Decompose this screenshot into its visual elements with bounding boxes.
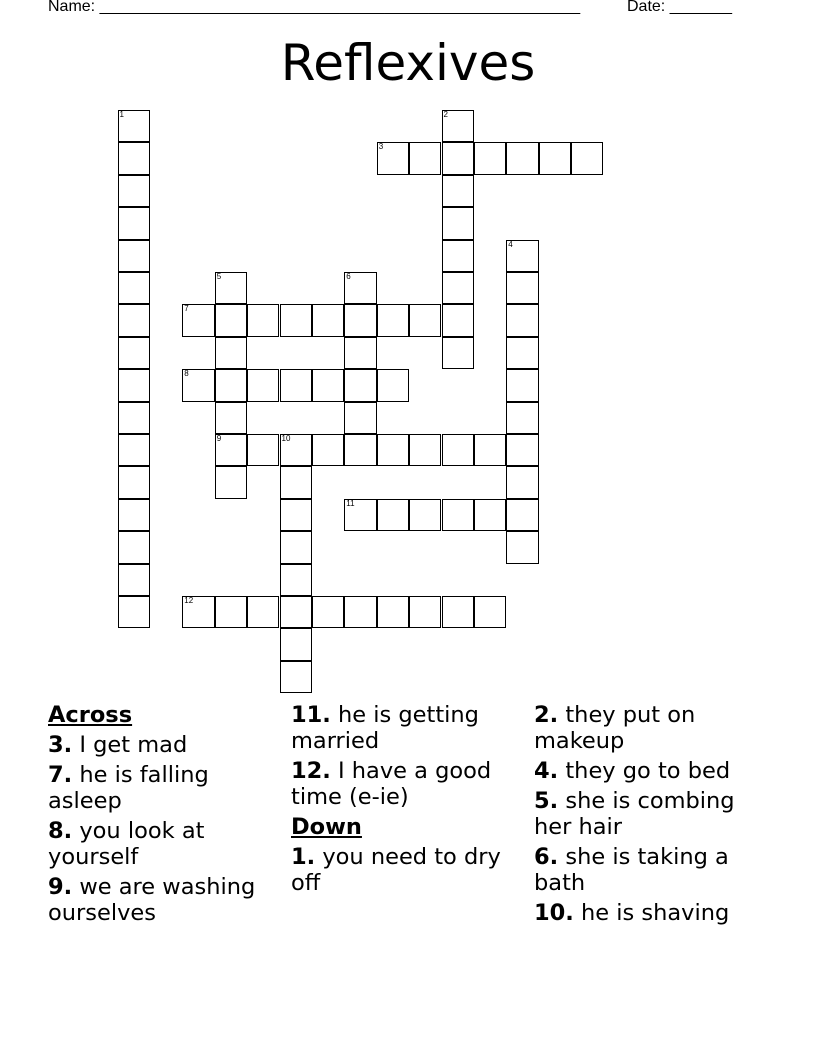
clue-text: they go to bed [558, 758, 731, 784]
across-clue-7 [48, 762, 278, 814]
clue-number-label: 4 [508, 239, 513, 249]
grid-cell[interactable] [182, 596, 214, 628]
grid-cell[interactable] [506, 142, 538, 174]
grid-cell[interactable] [280, 596, 312, 628]
grid-cell[interactable] [182, 304, 214, 336]
grid-cell[interactable] [474, 142, 506, 174]
grid-cell[interactable] [215, 272, 247, 304]
grid-cell[interactable] [280, 564, 312, 596]
grid-cell[interactable] [344, 596, 376, 628]
clue-number-label: 7 [184, 304, 189, 314]
grid-cell[interactable] [344, 402, 376, 434]
grid-cell[interactable] [344, 499, 376, 531]
grid-cell[interactable] [377, 142, 409, 174]
clue-column-1 [48, 702, 278, 930]
grid-cell[interactable] [118, 499, 150, 531]
clue-column-3 [534, 702, 759, 930]
grid-cell[interactable] [474, 499, 506, 531]
grid-cell[interactable] [377, 369, 409, 401]
date-line[interactable]: Date: _______ [627, 0, 732, 15]
grid-cell[interactable] [215, 596, 247, 628]
grid-cell[interactable] [344, 304, 376, 336]
grid-cell[interactable] [377, 596, 409, 628]
down-clue-10 [534, 900, 759, 926]
clue-text: she is combing her hair [534, 788, 735, 840]
grid-cell[interactable] [118, 110, 150, 142]
grid-cell[interactable] [215, 402, 247, 434]
grid-cell[interactable] [118, 402, 150, 434]
grid-cell[interactable] [182, 369, 214, 401]
clue-text: I have a good time (e-ie) [291, 758, 492, 810]
clue-number-label: 5 [216, 272, 222, 281]
clue-number: 6. [534, 844, 559, 870]
clue-number: 11. [291, 702, 331, 728]
grid-cell[interactable] [280, 531, 312, 563]
clue-column-2 [291, 702, 516, 900]
down-clue-5 [534, 788, 759, 840]
clue-text: she is taking a bath [534, 844, 729, 896]
across-clue-9 [48, 874, 278, 926]
grid-cell[interactable] [442, 337, 474, 369]
grid-cell[interactable] [280, 499, 312, 531]
grid-cell[interactable] [215, 369, 247, 401]
grid-cell[interactable] [215, 304, 247, 336]
clue-text: you look at yourself [48, 818, 205, 870]
across-clue-12 [291, 758, 516, 810]
clue-number: 10. [534, 900, 574, 926]
grid-cell[interactable] [442, 434, 474, 466]
grid-cell[interactable] [539, 142, 571, 174]
clue-number: 4. [534, 758, 559, 784]
down-clue-6 [534, 844, 759, 896]
across-clue-8 [48, 818, 278, 870]
grid-cell[interactable] [118, 596, 150, 628]
grid-cell[interactable] [377, 434, 409, 466]
grid-cell[interactable] [312, 304, 344, 336]
clue-number: 9. [48, 874, 73, 900]
grid-cell[interactable] [442, 240, 474, 272]
clue-number-label: 2 [443, 110, 448, 119]
name-line[interactable]: Name: ______________________________________________________ [48, 0, 581, 15]
grid-cell[interactable] [442, 110, 474, 142]
clue-number-label: 9 [216, 434, 222, 443]
grid-cell[interactable] [118, 142, 150, 174]
grid-cell[interactable] [506, 499, 538, 531]
grid-cell[interactable] [312, 434, 344, 466]
clue-number-label: 11 [346, 498, 355, 508]
clue-number: 12. [291, 758, 331, 784]
grid-cell[interactable] [280, 628, 312, 660]
grid-cell[interactable] [215, 434, 247, 466]
clue-number-label: 3 [378, 142, 384, 152]
page-title: Reflexives [280, 34, 536, 92]
grid-cell[interactable] [442, 499, 474, 531]
clue-text: you need to dry off [291, 844, 501, 896]
clue-text: we are washing ourselves [48, 874, 256, 926]
grid-cell[interactable] [344, 337, 376, 369]
grid-cell[interactable] [474, 434, 506, 466]
clue-number-label: 8 [184, 369, 189, 379]
grid-cell[interactable] [118, 304, 150, 336]
grid-cell[interactable] [506, 466, 538, 498]
grid-cell[interactable] [247, 369, 279, 401]
grid-cell[interactable] [474, 596, 506, 628]
across-clue-11 [291, 702, 516, 754]
grid-cell[interactable] [377, 499, 409, 531]
grid-cell[interactable] [312, 596, 344, 628]
grid-cell[interactable] [118, 207, 150, 239]
clue-number-label: 6 [346, 272, 351, 281]
grid-cell[interactable] [215, 337, 247, 369]
down-clue-4 [534, 758, 759, 784]
grid-cell[interactable] [506, 272, 538, 304]
clue-number: 5. [534, 788, 559, 814]
clue-number: 2. [534, 702, 559, 728]
grid-cell[interactable] [506, 402, 538, 434]
clue-number: 7. [48, 762, 73, 788]
grid-cell[interactable] [571, 142, 603, 174]
grid-cell[interactable] [118, 240, 150, 272]
grid-cell[interactable] [118, 531, 150, 563]
grid-cell[interactable] [215, 466, 247, 498]
clue-text: they put on makeup [534, 702, 696, 754]
grid-cell[interactable] [442, 175, 474, 207]
grid-cell[interactable] [280, 369, 312, 401]
clue-number: 8. [48, 818, 73, 844]
grid-cell[interactable] [506, 369, 538, 401]
grid-cell[interactable] [118, 434, 150, 466]
clue-text: I get mad [72, 732, 188, 758]
grid-cell[interactable] [247, 434, 279, 466]
grid-cell[interactable] [409, 304, 441, 336]
grid-cell[interactable] [118, 564, 150, 596]
clue-text: he is getting married [291, 702, 479, 754]
down-clue-1 [291, 844, 516, 896]
grid-cell[interactable] [506, 337, 538, 369]
across-clue-3 [48, 732, 278, 758]
grid-cell[interactable] [118, 175, 150, 207]
clue-text: he is shaving [573, 900, 730, 926]
grid-cell[interactable] [377, 304, 409, 336]
grid-cell[interactable] [506, 304, 538, 336]
across-heading: Across [48, 702, 133, 728]
grid-cell[interactable] [280, 661, 312, 693]
grid-cell[interactable] [344, 272, 376, 304]
clue-number-label: 10 [281, 434, 291, 443]
grid-cell[interactable] [118, 466, 150, 498]
grid-cell[interactable] [280, 466, 312, 498]
clue-number: 1. [291, 844, 316, 870]
grid-cell[interactable] [280, 434, 312, 466]
grid-cell[interactable] [409, 499, 441, 531]
grid-cell[interactable] [506, 531, 538, 563]
grid-cell[interactable] [247, 596, 279, 628]
grid-cell[interactable] [506, 434, 538, 466]
grid-cell[interactable] [409, 596, 441, 628]
clue-number: 3. [48, 732, 73, 758]
grid-cell[interactable] [442, 272, 474, 304]
grid-cell[interactable] [118, 272, 150, 304]
grid-cell[interactable] [344, 434, 376, 466]
down-clue-2 [534, 702, 759, 754]
grid-cell[interactable] [442, 142, 474, 174]
grid-cell[interactable] [442, 596, 474, 628]
grid-cell[interactable] [312, 369, 344, 401]
grid-cell[interactable] [506, 240, 538, 272]
grid-cell[interactable] [409, 434, 441, 466]
down-heading: Down [291, 814, 362, 840]
grid-cell[interactable] [344, 369, 376, 401]
grid-cell[interactable] [118, 369, 150, 401]
clue-number-label: 1 [119, 110, 124, 119]
grid-cell[interactable] [409, 142, 441, 174]
grid-cell[interactable] [442, 207, 474, 239]
clue-number-label: 12 [184, 596, 194, 605]
grid-cell[interactable] [118, 337, 150, 369]
grid-cell[interactable] [280, 304, 312, 336]
grid-cell[interactable] [247, 304, 279, 336]
clue-text: he is falling asleep [48, 762, 209, 814]
grid-cell[interactable] [442, 304, 474, 336]
